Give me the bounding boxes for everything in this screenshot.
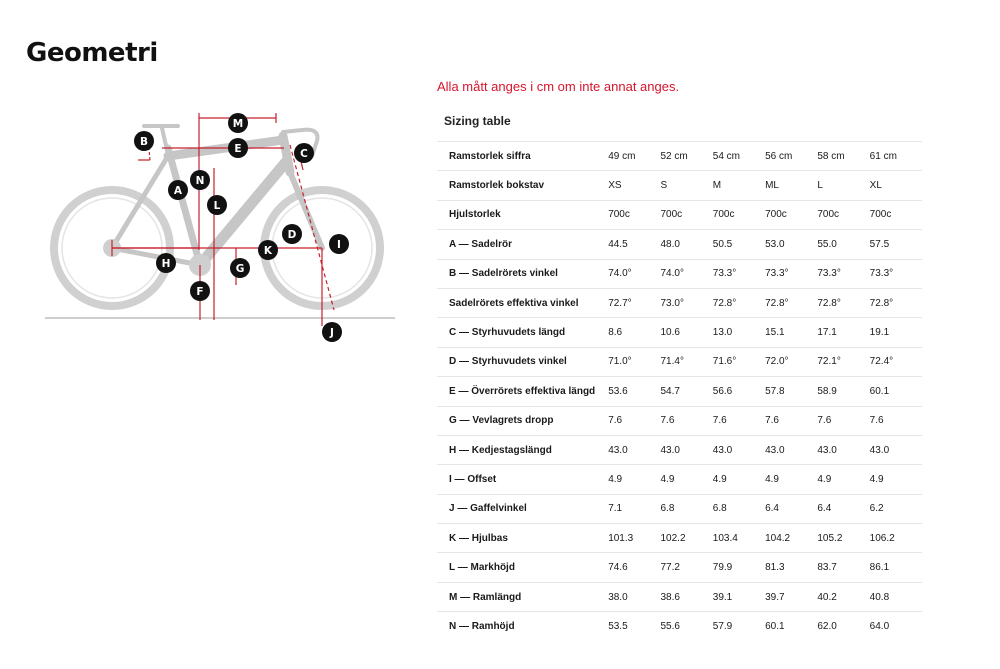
table-cell: 72.4° — [870, 347, 922, 376]
table-cell: 4.9 — [765, 465, 817, 494]
table-cell: 4.9 — [713, 465, 765, 494]
table-cell: 4.9 — [660, 465, 712, 494]
bike-geometry-diagram — [40, 110, 400, 350]
table-cell: 700c — [660, 200, 712, 229]
table-cell: 38.6 — [660, 582, 712, 611]
table-cell: 104.2 — [765, 524, 817, 553]
row-label: Ramstorlek bokstav — [437, 171, 608, 200]
badge-L — [207, 195, 227, 215]
table-cell: 72.8° — [817, 288, 869, 317]
table-cell: 81.3 — [765, 553, 817, 582]
table-cell: 39.1 — [713, 582, 765, 611]
table-cell: M — [713, 171, 765, 200]
row-label: G — Vevlagrets dropp — [437, 406, 608, 435]
table-cell: 56 cm — [765, 142, 817, 171]
table-cell: 6.2 — [870, 494, 922, 523]
table-cell: 73.3° — [870, 259, 922, 288]
table-cell: 72.7° — [608, 288, 660, 317]
table-cell: 71.4° — [660, 347, 712, 376]
table-cell: 54.7 — [660, 377, 712, 406]
badge-E — [228, 138, 248, 158]
table-row — [437, 582, 922, 611]
table-row — [437, 494, 922, 523]
table-cell: 15.1 — [765, 318, 817, 347]
table-cell: 7.6 — [660, 406, 712, 435]
table-cell: 64.0 — [870, 612, 922, 641]
row-label: M — Ramlängd — [437, 582, 608, 611]
row-label: A — Sadelrör — [437, 230, 608, 259]
table-cell: 105.2 — [817, 524, 869, 553]
svg-text:N: N — [195, 175, 205, 187]
table-cell: 101.3 — [608, 524, 660, 553]
table-cell: 58 cm — [817, 142, 869, 171]
table-cell: 57.8 — [765, 377, 817, 406]
table-cell: 83.7 — [817, 553, 869, 582]
table-row — [437, 171, 922, 200]
table-cell: 700c — [608, 200, 660, 229]
badge-K — [258, 240, 278, 260]
table-cell: 7.6 — [870, 406, 922, 435]
badge-B — [134, 131, 154, 151]
table-cell: 40.2 — [817, 582, 869, 611]
table-cell: 48.0 — [660, 230, 712, 259]
table-cell: 103.4 — [713, 524, 765, 553]
table-cell: 72.1° — [817, 347, 869, 376]
table-cell: 71.6° — [713, 347, 765, 376]
table-cell: 56.6 — [713, 377, 765, 406]
svg-text:D: D — [287, 229, 297, 241]
table-cell: 86.1 — [870, 553, 922, 582]
table-row — [437, 553, 922, 582]
row-label: L — Markhöjd — [437, 553, 608, 582]
table-cell: 6.8 — [660, 494, 712, 523]
table-cell: 74.0° — [608, 259, 660, 288]
table-cell: 58.9 — [817, 377, 869, 406]
table-row — [437, 318, 922, 347]
row-label: C — Styrhuvudets längd — [437, 318, 608, 347]
table-cell: 4.9 — [817, 465, 869, 494]
table-row — [437, 435, 922, 464]
table-cell: 700c — [765, 200, 817, 229]
table-cell: 17.1 — [817, 318, 869, 347]
table-cell: 102.2 — [660, 524, 712, 553]
badge-M — [228, 113, 248, 133]
page-title: Geometri — [26, 38, 158, 68]
table-cell: 4.9 — [870, 465, 922, 494]
badge-C — [294, 143, 314, 163]
svg-text:G: G — [235, 263, 245, 275]
table-cell: 60.1 — [870, 377, 922, 406]
table-cell: 10.6 — [660, 318, 712, 347]
table-cell: 700c — [713, 200, 765, 229]
table-cell: 73.3° — [713, 259, 765, 288]
table-cell: 79.9 — [713, 553, 765, 582]
table-cell: 57.9 — [713, 612, 765, 641]
badge-H — [156, 253, 176, 273]
table-cell: 7.6 — [817, 406, 869, 435]
table-cell: 52 cm — [660, 142, 712, 171]
table-cell: 62.0 — [817, 612, 869, 641]
row-label: D — Styrhuvudets vinkel — [437, 347, 608, 376]
table-cell: L — [817, 171, 869, 200]
table-cell: 57.5 — [870, 230, 922, 259]
svg-text:E: E — [234, 143, 242, 155]
row-label: Ramstorlek siffra — [437, 142, 608, 171]
table-cell: 74.6 — [608, 553, 660, 582]
table-cell: 106.2 — [870, 524, 922, 553]
table-cell: 72.8° — [765, 288, 817, 317]
table-cell: 53.5 — [608, 612, 660, 641]
table-cell: 38.0 — [608, 582, 660, 611]
table-cell: 6.8 — [713, 494, 765, 523]
sizing-table-caption: Sizing table — [444, 114, 511, 128]
table-cell: 74.0° — [660, 259, 712, 288]
table-cell: 44.5 — [608, 230, 660, 259]
row-label: I — Offset — [437, 465, 608, 494]
bike-illustration — [45, 126, 395, 318]
svg-text:C: C — [300, 148, 308, 160]
svg-text:L: L — [213, 200, 221, 212]
table-cell: 55.6 — [660, 612, 712, 641]
row-label: Sadelrörets effektiva vinkel — [437, 288, 608, 317]
measurement-note: Alla mått anges i cm om inte annat anges. — [437, 79, 680, 94]
table-cell: 7.6 — [765, 406, 817, 435]
table-row — [437, 524, 922, 553]
row-label: N — Ramhöjd — [437, 612, 608, 641]
row-label: B — Sadelrörets vinkel — [437, 259, 608, 288]
badge-D — [282, 224, 302, 244]
row-label: Hjulstorlek — [437, 200, 608, 229]
table-cell: ML — [765, 171, 817, 200]
table-cell: 6.4 — [817, 494, 869, 523]
table-cell: 54 cm — [713, 142, 765, 171]
table-cell: 43.0 — [608, 435, 660, 464]
badge-F — [190, 281, 210, 301]
table-row — [437, 142, 922, 171]
svg-text:F: F — [196, 286, 204, 298]
table-row — [437, 259, 922, 288]
table-cell: 43.0 — [765, 435, 817, 464]
table-cell: 73.3° — [817, 259, 869, 288]
table-cell: 700c — [817, 200, 869, 229]
table-cell: 73.3° — [765, 259, 817, 288]
table-cell: XS — [608, 171, 660, 200]
table-row — [437, 200, 922, 229]
table-cell: 7.6 — [713, 406, 765, 435]
table-cell: 39.7 — [765, 582, 817, 611]
svg-text:J: J — [330, 327, 334, 339]
table-cell: 55.0 — [817, 230, 869, 259]
table-cell: 43.0 — [660, 435, 712, 464]
table-row — [437, 377, 922, 406]
table-cell: 6.4 — [765, 494, 817, 523]
svg-text:A: A — [173, 185, 183, 197]
svg-text:B: B — [139, 136, 149, 148]
table-row — [437, 347, 922, 376]
row-label: K — Hjulbas — [437, 524, 608, 553]
table-cell: 700c — [870, 200, 922, 229]
table-cell: 72.0° — [765, 347, 817, 376]
table-cell: 72.8° — [870, 288, 922, 317]
table-cell: S — [660, 171, 712, 200]
badge-J — [322, 322, 342, 342]
table-cell: 61 cm — [870, 142, 922, 171]
table-cell: 77.2 — [660, 553, 712, 582]
badge-A — [168, 180, 188, 200]
table-cell: 43.0 — [713, 435, 765, 464]
table-row — [437, 288, 922, 317]
badge-N — [190, 170, 210, 190]
sizing-table-body — [437, 142, 922, 641]
table-cell: 53.0 — [765, 230, 817, 259]
table-cell: 73.0° — [660, 288, 712, 317]
badge-I — [329, 234, 349, 254]
table-cell: 43.0 — [817, 435, 869, 464]
table-cell: 7.1 — [608, 494, 660, 523]
row-label: H — Kedjestagslängd — [437, 435, 608, 464]
table-cell: 43.0 — [870, 435, 922, 464]
svg-text:H: H — [161, 258, 171, 270]
table-row — [437, 465, 922, 494]
table-cell: 49 cm — [608, 142, 660, 171]
table-cell: 7.6 — [608, 406, 660, 435]
svg-text:M: M — [232, 118, 244, 130]
table-cell: 50.5 — [713, 230, 765, 259]
svg-text:I: I — [337, 239, 341, 251]
table-cell: 71.0° — [608, 347, 660, 376]
table-cell: 19.1 — [870, 318, 922, 347]
table-cell: 4.9 — [608, 465, 660, 494]
table-row — [437, 406, 922, 435]
row-label: J — Gaffelvinkel — [437, 494, 608, 523]
table-cell: 60.1 — [765, 612, 817, 641]
table-cell: XL — [870, 171, 922, 200]
sizing-table — [437, 141, 922, 641]
table-cell: 8.6 — [608, 318, 660, 347]
table-cell: 72.8° — [713, 288, 765, 317]
table-cell: 40.8 — [870, 582, 922, 611]
row-label: E — Överrörets effektiva längd — [437, 377, 608, 406]
svg-text:K: K — [263, 245, 273, 257]
table-cell: 53.6 — [608, 377, 660, 406]
table-row — [437, 612, 922, 641]
table-cell: 13.0 — [713, 318, 765, 347]
table-row — [437, 230, 922, 259]
badge-G — [230, 258, 250, 278]
